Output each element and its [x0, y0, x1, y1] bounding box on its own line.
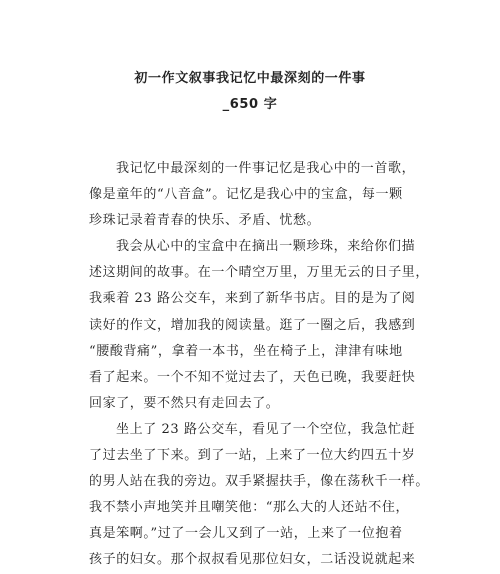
text-line: 珍珠记录着青春的快乐、矛盾、忧愁。: [89, 213, 321, 229]
text-line: 述这期间的故事。在一个晴空万里，万里无云的日子里，: [89, 265, 430, 281]
text-line: 我记忆中最深刻的一件事记忆是我心中的一首歌，: [116, 161, 416, 176]
text-line: “腰酸背痛”，拿着一本书，坐在椅子上，津津有味地: [89, 343, 403, 359]
text-line: 的男人站在我的旁边。双手紧握扶手，像在荡秋千一样。: [89, 474, 430, 490]
document-title: [40, 66, 460, 118]
text-line: 回家了，要不然只有走回去了。: [89, 395, 280, 411]
text-line: 读好的作文，增加我的阅读量。逛了一圈之后，我感到: [89, 317, 416, 333]
text-line: 我乘着 23 路公交车，来到了新华书店。目的是为了阅: [89, 291, 416, 307]
text-line: 孩子的妇女。那个叔叔看见那位妇女，二话没说就起来: [89, 552, 416, 568]
text-line: 我会从心中的宝盒中在摘出一颗珍珠，来给你们描: [116, 239, 416, 255]
document-body: [89, 156, 430, 574]
text-line: 看了起来。一个不知不觉过去了，天色已晚，我要赶快: [89, 369, 416, 385]
text-line: 坐上了 23 路公交车，看见了一个空位，我急忙赶: [116, 421, 416, 437]
text-line: 了过去坐了下来。到了一站，上来了一位大约四五十岁: [89, 448, 416, 464]
text-line: 我不禁小声地笑并且嘲笑他：“那么大的人还站不住，: [89, 500, 410, 516]
text-line: 真是笨啊。”过了一会儿又到了一站，上来了一位抱着: [89, 526, 403, 542]
title-line: _650 字: [222, 97, 278, 113]
text-line: 像是童年的“八音盒”。记忆是我心中的宝盒，每一颗: [89, 187, 403, 203]
title-line: 初一作文叙事我记忆中最深刻的一件事: [134, 71, 366, 86]
